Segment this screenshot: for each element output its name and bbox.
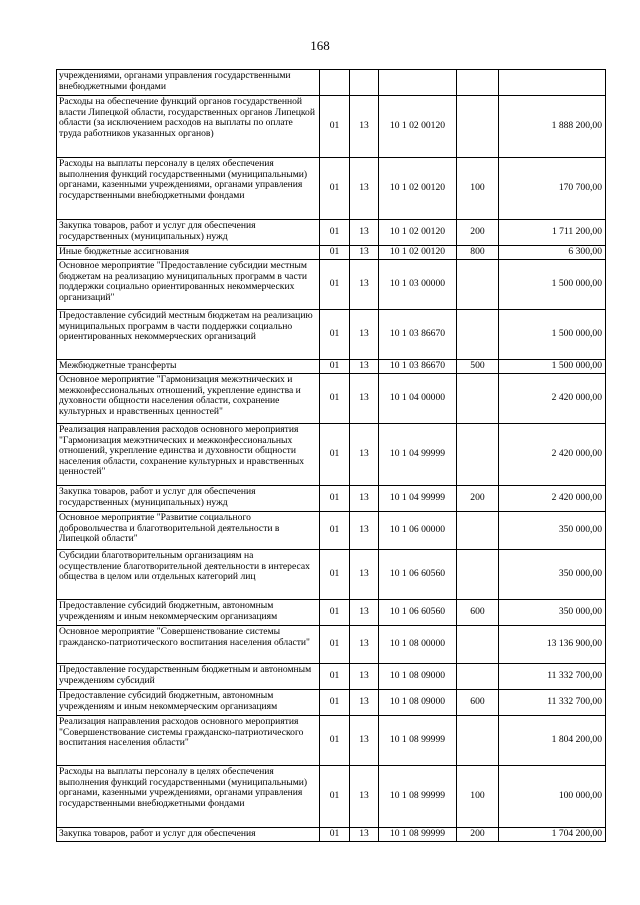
row-amount-cell: 1 804 200,00: [499, 716, 606, 766]
row-subsection-cell: 13: [350, 360, 379, 374]
row-expense-type-cell: 600: [457, 690, 499, 716]
row-target-article-cell: 10 1 03 00000: [379, 260, 457, 310]
row-subsection-cell: 13: [350, 626, 379, 664]
table-row: [57, 550, 606, 600]
table-row: [57, 220, 606, 246]
row-amount-cell: 1 500 000,00: [499, 260, 606, 310]
row-section-cell: 01: [320, 310, 350, 360]
row-expense-type-cell: 100: [457, 158, 499, 220]
row-amount-cell: 6 300,00: [499, 246, 606, 260]
table-row: [57, 246, 606, 260]
budget-table: [56, 69, 606, 842]
table-row: [57, 512, 606, 550]
row-target-article-cell: 10 1 08 09000: [379, 690, 457, 716]
row-subsection-cell: 13: [350, 690, 379, 716]
row-section-cell: 01: [320, 424, 350, 486]
row-amount-cell: 350 000,00: [499, 512, 606, 550]
row-section-cell: 01: [320, 220, 350, 246]
row-section-cell: 01: [320, 716, 350, 766]
row-expense-type-cell: [457, 512, 499, 550]
table-row: [57, 828, 606, 842]
row-section-cell: 01: [320, 626, 350, 664]
row-name-cell: Расходы на обеспечение функций органов государственной власти Липецкой области, государственных органов Липецкой области (за исключением расходов на выплаты по оплате труда работников указанных органов): [57, 96, 320, 158]
row-target-article-cell: 10 1 06 60560: [379, 550, 457, 600]
row-target-article-cell: 10 1 06 60560: [379, 600, 457, 626]
row-expense-type-cell: [457, 96, 499, 158]
row-target-article-cell: 10 1 03 86670: [379, 310, 457, 360]
row-subsection-cell: [350, 70, 379, 96]
row-subsection-cell: 13: [350, 600, 379, 626]
row-name-cell: Закупка товаров, работ и услуг для обеспечения государственных (муниципальных) нужд: [57, 486, 320, 512]
row-expense-type-cell: 800: [457, 246, 499, 260]
row-target-article-cell: 10 1 03 86670: [379, 360, 457, 374]
row-amount-cell: 350 000,00: [499, 600, 606, 626]
row-amount-cell: 11 332 700,00: [499, 664, 606, 690]
row-amount-cell: 13 136 900,00: [499, 626, 606, 664]
row-target-article-cell: 10 1 08 00000: [379, 626, 457, 664]
row-section-cell: [320, 70, 350, 96]
row-subsection-cell: 13: [350, 246, 379, 260]
row-section-cell: 01: [320, 690, 350, 716]
table-row: [57, 424, 606, 486]
row-amount-cell: 2 420 000,00: [499, 374, 606, 424]
row-expense-type-cell: [457, 664, 499, 690]
row-target-article-cell: 10 1 06 00000: [379, 512, 457, 550]
row-section-cell: 01: [320, 374, 350, 424]
row-section-cell: 01: [320, 246, 350, 260]
row-subsection-cell: 13: [350, 374, 379, 424]
row-name-cell: Субсидии благотворительным организациям на осуществление благотворительной деятельности в интересах общества в целом или отдельных категорий лиц: [57, 550, 320, 600]
row-target-article-cell: 10 1 02 00120: [379, 96, 457, 158]
row-name-cell: Основное мероприятие "Предоставление субсидии местным бюджетам на реализацию муниципальных программ в части поддержки социально ориентированных некоммерческих организаций": [57, 260, 320, 310]
row-target-article-cell: 10 1 02 00120: [379, 246, 457, 260]
row-expense-type-cell: [457, 550, 499, 600]
row-amount-cell: 350 000,00: [499, 550, 606, 600]
row-subsection-cell: 13: [350, 260, 379, 310]
row-subsection-cell: 13: [350, 512, 379, 550]
row-expense-type-cell: [457, 260, 499, 310]
table-row: [57, 626, 606, 664]
row-expense-type-cell: 500: [457, 360, 499, 374]
row-name-cell: Реализация направления расходов основного мероприятия "Совершенствование системы гражданско-патриотического воспитания населения области": [57, 716, 320, 766]
row-amount-cell: 1 500 000,00: [499, 310, 606, 360]
row-amount-cell: 1 711 200,00: [499, 220, 606, 246]
table-row: [57, 664, 606, 690]
row-name-cell: Реализация направления расходов основного мероприятия "Гармонизация межэтнических и межконфессиональных отношений, укрепление единства и духовности общности населения области, сохранение культурных и нравственных ценностей": [57, 424, 320, 486]
row-name-cell: Основное мероприятие "Совершенствование системы гражданско-патриотического воспитания населения области": [57, 626, 320, 664]
row-target-article-cell: 10 1 02 00120: [379, 220, 457, 246]
table-row: [57, 70, 606, 96]
row-target-article-cell: 10 1 02 00120: [379, 158, 457, 220]
row-expense-type-cell: [457, 70, 499, 96]
row-amount-cell: 2 420 000,00: [499, 486, 606, 512]
row-expense-type-cell: [457, 310, 499, 360]
table-row: [57, 486, 606, 512]
table-row: [57, 360, 606, 374]
row-name-cell: Основное мероприятие "Гармонизация межэтнических и межконфессиональных отношений, укрепление единства и духовности общности населения области, сохранение культурных и нравственных ценностей": [57, 374, 320, 424]
row-section-cell: 01: [320, 550, 350, 600]
table-row: [57, 260, 606, 310]
row-target-article-cell: 10 1 04 99999: [379, 486, 457, 512]
table-row: [57, 158, 606, 220]
row-expense-type-cell: [457, 374, 499, 424]
row-target-article-cell: 10 1 08 99999: [379, 828, 457, 842]
row-expense-type-cell: [457, 626, 499, 664]
row-name-cell: учреждениями, органами управления государственными внебюджетными фондами: [57, 70, 320, 96]
table-row: [57, 766, 606, 828]
row-section-cell: 01: [320, 360, 350, 374]
row-section-cell: 01: [320, 486, 350, 512]
row-subsection-cell: 13: [350, 158, 379, 220]
page-number: 168: [310, 38, 330, 53]
row-subsection-cell: 13: [350, 550, 379, 600]
table-row: [57, 600, 606, 626]
row-subsection-cell: 13: [350, 310, 379, 360]
row-name-cell: Расходы на выплаты персоналу в целях обеспечения выполнения функций государственными (муниципальными) органами, казенными учреждениями, органами управления государственными внебюджетными фондами: [57, 158, 320, 220]
row-target-article-cell: 10 1 08 99999: [379, 766, 457, 828]
row-name-cell: Закупка товаров, работ и услуг для обеспечения: [57, 828, 320, 842]
row-name-cell: Межбюджетные трансферты: [57, 360, 320, 374]
row-subsection-cell: 13: [350, 424, 379, 486]
budget-table-body: [57, 70, 606, 842]
row-expense-type-cell: 200: [457, 486, 499, 512]
row-section-cell: 01: [320, 158, 350, 220]
row-amount-cell: 2 420 000,00: [499, 424, 606, 486]
row-section-cell: 01: [320, 96, 350, 158]
row-section-cell: 01: [320, 766, 350, 828]
row-expense-type-cell: [457, 424, 499, 486]
table-row: [57, 96, 606, 158]
row-name-cell: Предоставление государственным бюджетным и автономным учреждениям субсидий: [57, 664, 320, 690]
row-name-cell: Иные бюджетные ассигнования: [57, 246, 320, 260]
row-name-cell: Основное мероприятие "Развитие социального добровольчества и благотворительной деятельности в Липецкой области": [57, 512, 320, 550]
row-name-cell: Предоставление субсидий местным бюджетам на реализацию муниципальных программ в части поддержки социально ориентированных некоммерческих организаций: [57, 310, 320, 360]
row-target-article-cell: 10 1 04 00000: [379, 374, 457, 424]
row-subsection-cell: 13: [350, 828, 379, 842]
row-section-cell: 01: [320, 828, 350, 842]
row-amount-cell: 1 500 000,00: [499, 360, 606, 374]
row-target-article-cell: [379, 70, 457, 96]
row-name-cell: Закупка товаров, работ и услуг для обеспечения государственных (муниципальных) нужд: [57, 220, 320, 246]
row-amount-cell: 100 000,00: [499, 766, 606, 828]
row-subsection-cell: 13: [350, 486, 379, 512]
row-section-cell: 01: [320, 512, 350, 550]
row-subsection-cell: 13: [350, 716, 379, 766]
row-amount-cell: 1 704 200,00: [499, 828, 606, 842]
table-row: [57, 690, 606, 716]
row-subsection-cell: 13: [350, 766, 379, 828]
row-amount-cell: 11 332 700,00: [499, 690, 606, 716]
row-section-cell: 01: [320, 600, 350, 626]
row-target-article-cell: 10 1 08 09000: [379, 664, 457, 690]
row-subsection-cell: 13: [350, 96, 379, 158]
row-expense-type-cell: 100: [457, 766, 499, 828]
row-expense-type-cell: [457, 716, 499, 766]
row-amount-cell: 170 700,00: [499, 158, 606, 220]
row-name-cell: Расходы на выплаты персоналу в целях обеспечения выполнения функций государственными (муниципальными) органами, казенными учреждениями, органами управления государственными внебюджетными фондами: [57, 766, 320, 828]
row-expense-type-cell: 200: [457, 220, 499, 246]
row-name-cell: Предоставление субсидий бюджетным, автономным учреждениям и иным некоммерческим организациям: [57, 600, 320, 626]
table-row: [57, 310, 606, 360]
row-expense-type-cell: 600: [457, 600, 499, 626]
row-amount-cell: [499, 70, 606, 96]
row-name-cell: Предоставление субсидий бюджетным, автономным учреждениям и иным некоммерческим организациям: [57, 690, 320, 716]
row-subsection-cell: 13: [350, 220, 379, 246]
row-section-cell: 01: [320, 260, 350, 310]
row-subsection-cell: 13: [350, 664, 379, 690]
row-expense-type-cell: 200: [457, 828, 499, 842]
row-target-article-cell: 10 1 04 99999: [379, 424, 457, 486]
row-amount-cell: 1 888 200,00: [499, 96, 606, 158]
table-row: [57, 716, 606, 766]
row-section-cell: 01: [320, 664, 350, 690]
row-target-article-cell: 10 1 08 99999: [379, 716, 457, 766]
table-row: [57, 374, 606, 424]
